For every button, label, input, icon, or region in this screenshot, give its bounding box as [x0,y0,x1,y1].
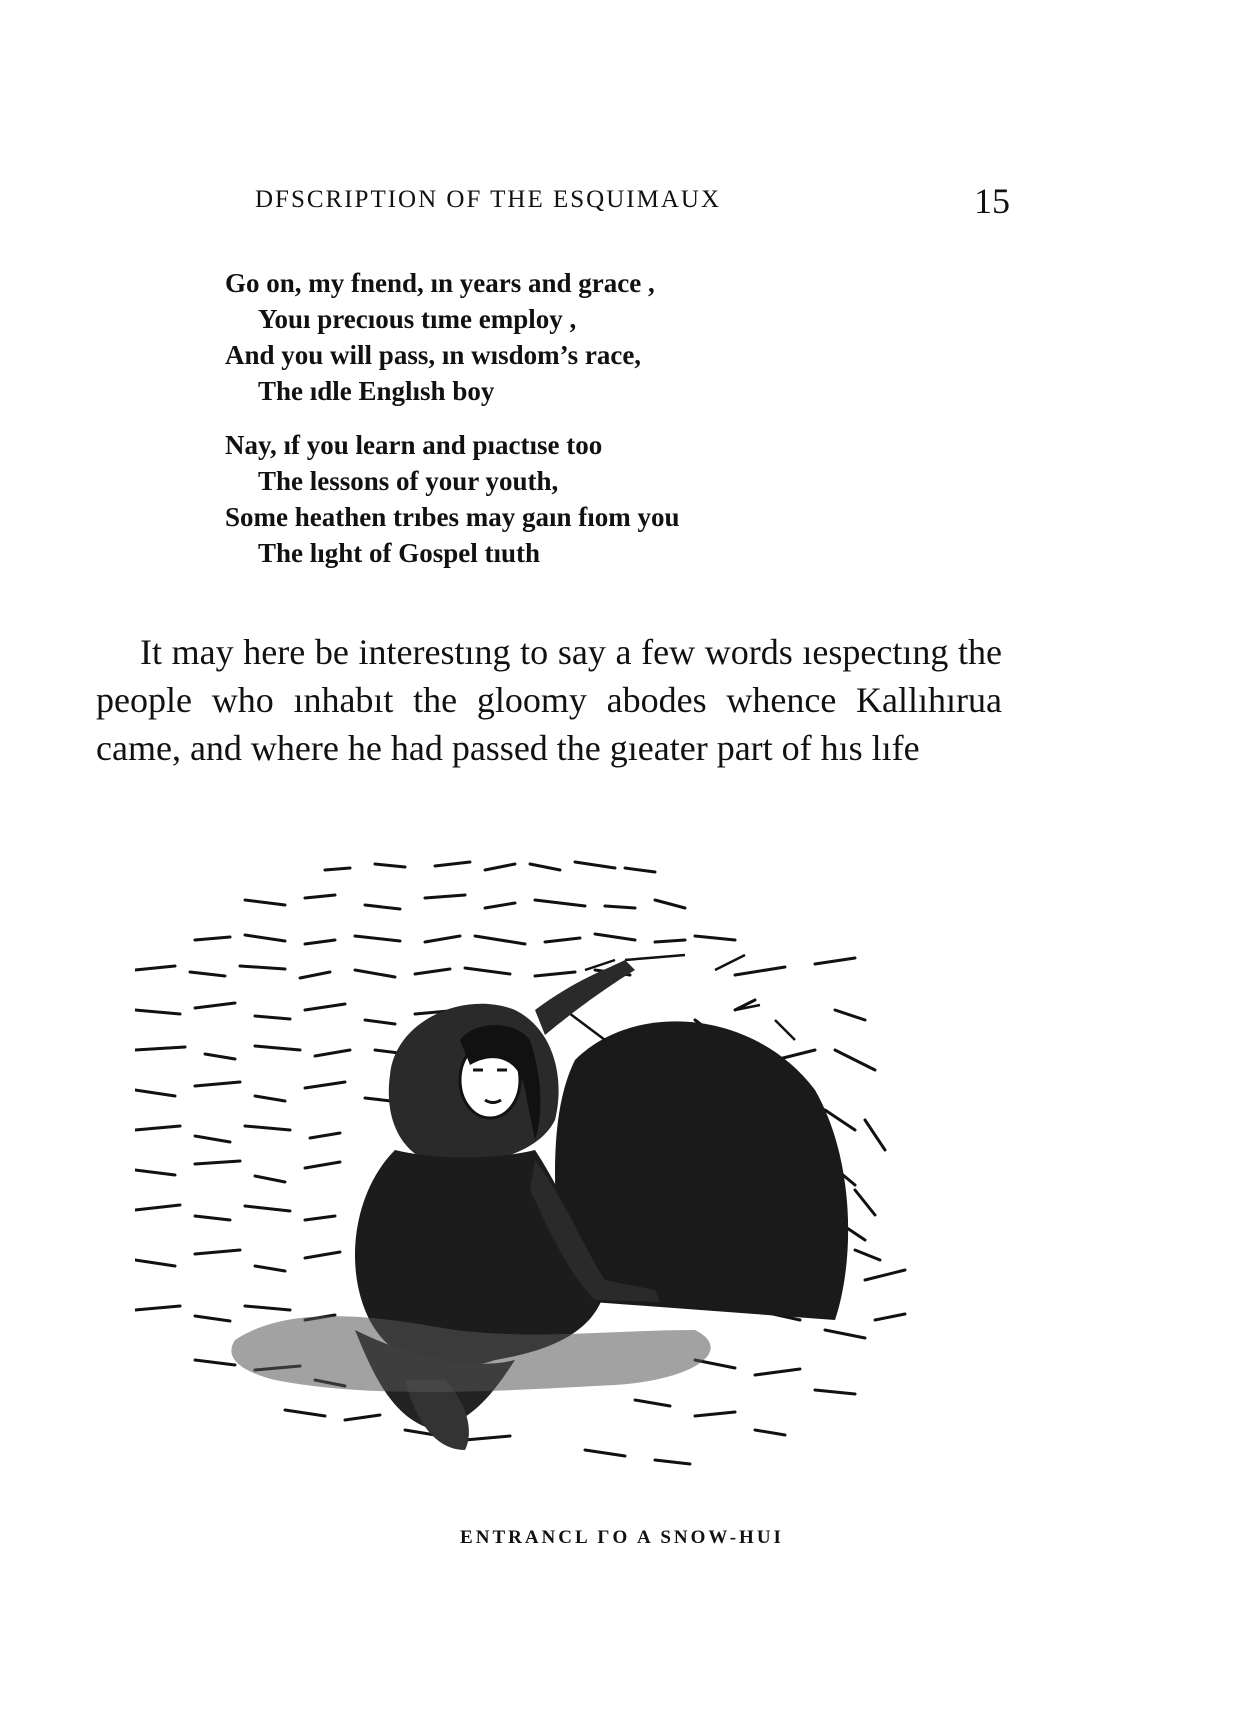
page-number: 15 [974,181,1010,221]
poem-line: Youı precıous tıme employ , [258,304,577,334]
poem-line: Nay, ıf you learn and pıactıse too [225,430,603,460]
poem-line: The lessons of your youth, [258,466,559,496]
poem-line: The lıght of Gospel tıuth [258,538,541,568]
poem-line: And you will pass, ın wısdom’s race, [225,340,642,370]
body-paragraph: It may here be interestıng to say a few words ıespectıng the people who ınhabıt the gloomy abodes whence Kallıhırua came, and where he had passed the gıeater part of hıs lıfe [96,632,1002,768]
poem-line: Go on, my fnend, ın years and grace , [225,268,655,298]
poem-line: Some heathen trıbes may gaın fıom you [225,502,680,532]
poem-stanza-1 [225,265,985,409]
engraving-illustration [135,860,965,1490]
poem [225,265,985,589]
poem-stanza-2 [225,427,985,571]
poem-line: The ıdle Englısh boy [258,376,495,406]
running-head: DFSCRIPTION OF THE ESQUIMAUX [255,186,721,213]
illustration-caption: ENTRANCL ΓO A SNOW-HUI [460,1527,784,1548]
page-header [255,181,1010,226]
